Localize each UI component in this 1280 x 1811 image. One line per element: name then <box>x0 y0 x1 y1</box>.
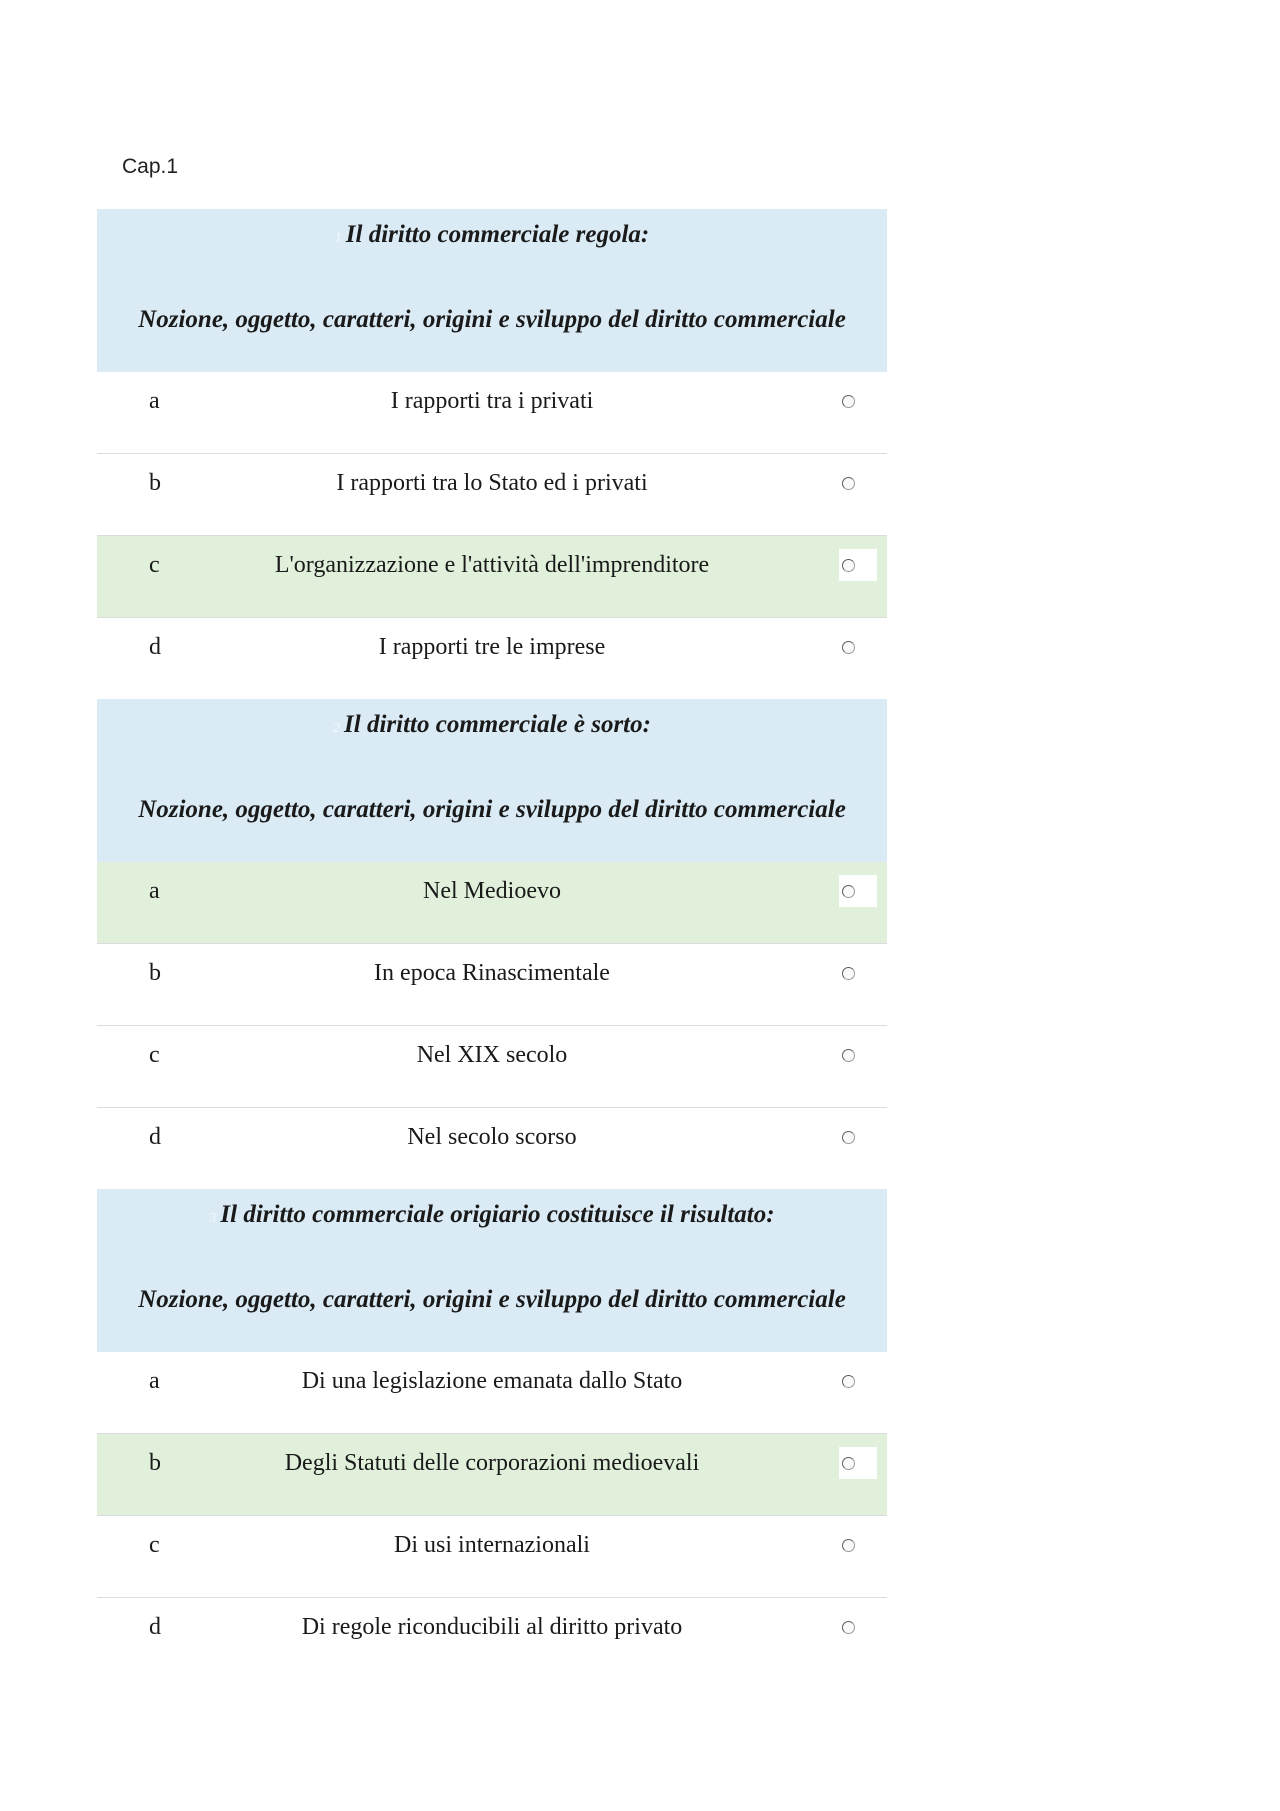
option-letter: b <box>149 470 161 496</box>
quiz-table <box>97 209 887 1679</box>
answer-option-correct[interactable] <box>97 536 887 618</box>
question-number: 2 <box>333 721 341 736</box>
radio-button[interactable] <box>842 1049 855 1062</box>
option-text: Nel Medioevo <box>423 878 561 904</box>
radio-button[interactable] <box>842 1539 855 1552</box>
option-letter: a <box>149 388 160 414</box>
radio-cell <box>839 1447 877 1479</box>
radio-cell <box>839 385 877 417</box>
option-letter: d <box>149 1124 161 1150</box>
radio-cell <box>839 1121 877 1153</box>
option-letter: b <box>149 1450 161 1476</box>
radio-button[interactable] <box>842 1131 855 1144</box>
question-topic: Nozione, oggetto, caratteri, origini e sviluppo del diritto commerciale <box>138 1286 846 1313</box>
radio-button[interactable] <box>842 559 855 572</box>
answer-option[interactable] <box>97 1026 887 1108</box>
radio-cell <box>839 875 877 907</box>
chapter-label: Cap.1 <box>122 155 179 178</box>
option-text: Di regole riconducibili al diritto privato <box>301 1614 683 1640</box>
answer-option-correct[interactable] <box>97 1434 887 1516</box>
radio-button[interactable] <box>842 885 855 898</box>
option-text: I rapporti tre le imprese <box>378 634 606 660</box>
option-text: Nel secolo scorso <box>407 1124 577 1150</box>
radio-cell <box>839 1039 877 1071</box>
radio-cell <box>839 1365 877 1397</box>
radio-button[interactable] <box>842 1621 855 1634</box>
radio-cell <box>839 467 877 499</box>
option-letter: c <box>149 552 160 578</box>
option-letter: d <box>149 634 161 660</box>
option-letter: a <box>149 878 160 904</box>
option-text: Degli Statuti delle corporazioni medioevali <box>284 1450 700 1476</box>
question-text: Il diritto commerciale è sorto: <box>344 711 651 738</box>
option-text: I rapporti tra i privati <box>390 388 594 414</box>
radio-button[interactable] <box>842 477 855 490</box>
option-letter: d <box>149 1614 161 1640</box>
radio-cell <box>839 631 877 663</box>
question-number: 1 <box>334 231 342 246</box>
question-header <box>97 699 887 862</box>
question-text: Il diritto commerciale regola: <box>345 221 650 248</box>
radio-cell <box>839 1529 877 1561</box>
answer-option[interactable] <box>97 1598 887 1679</box>
option-letter: c <box>149 1532 160 1558</box>
option-text: L'organizzazione e l'attività dell'imprenditore <box>274 552 710 578</box>
radio-cell <box>839 549 877 581</box>
radio-button[interactable] <box>842 1457 855 1470</box>
answer-option-correct[interactable] <box>97 862 887 944</box>
answer-option[interactable] <box>97 372 887 454</box>
radio-button[interactable] <box>842 641 855 654</box>
option-letter: a <box>149 1368 160 1394</box>
answer-option[interactable] <box>97 618 887 699</box>
question-text: Il diritto commerciale origiario costituisce il risultato: <box>220 1201 775 1228</box>
answer-option[interactable] <box>97 944 887 1026</box>
option-text: In epoca Rinascimentale <box>374 960 610 986</box>
question-header <box>97 209 887 372</box>
radio-button[interactable] <box>842 1375 855 1388</box>
option-letter: b <box>149 960 161 986</box>
answer-option[interactable] <box>97 454 887 536</box>
question-topic: Nozione, oggetto, caratteri, origini e sviluppo del diritto commerciale <box>138 306 846 333</box>
answer-option[interactable] <box>97 1108 887 1189</box>
question-number: 3 <box>209 1211 217 1226</box>
radio-cell <box>839 1611 877 1643</box>
question-title <box>97 709 887 745</box>
option-letter: c <box>149 1042 160 1068</box>
radio-cell <box>839 957 877 989</box>
question-title <box>97 1199 887 1235</box>
option-text: Di una legislazione emanata dallo Stato <box>301 1368 683 1394</box>
option-text: Nel XIX secolo <box>416 1042 568 1068</box>
option-text: I rapporti tra lo Stato ed i privati <box>336 470 648 496</box>
answer-option[interactable] <box>97 1352 887 1434</box>
option-text: Di usi internazionali <box>394 1532 590 1558</box>
question-title <box>97 219 887 255</box>
radio-button[interactable] <box>842 395 855 408</box>
question-header <box>97 1189 887 1352</box>
radio-button[interactable] <box>842 967 855 980</box>
answer-option[interactable] <box>97 1516 887 1598</box>
question-topic: Nozione, oggetto, caratteri, origini e sviluppo del diritto commerciale <box>138 796 846 823</box>
